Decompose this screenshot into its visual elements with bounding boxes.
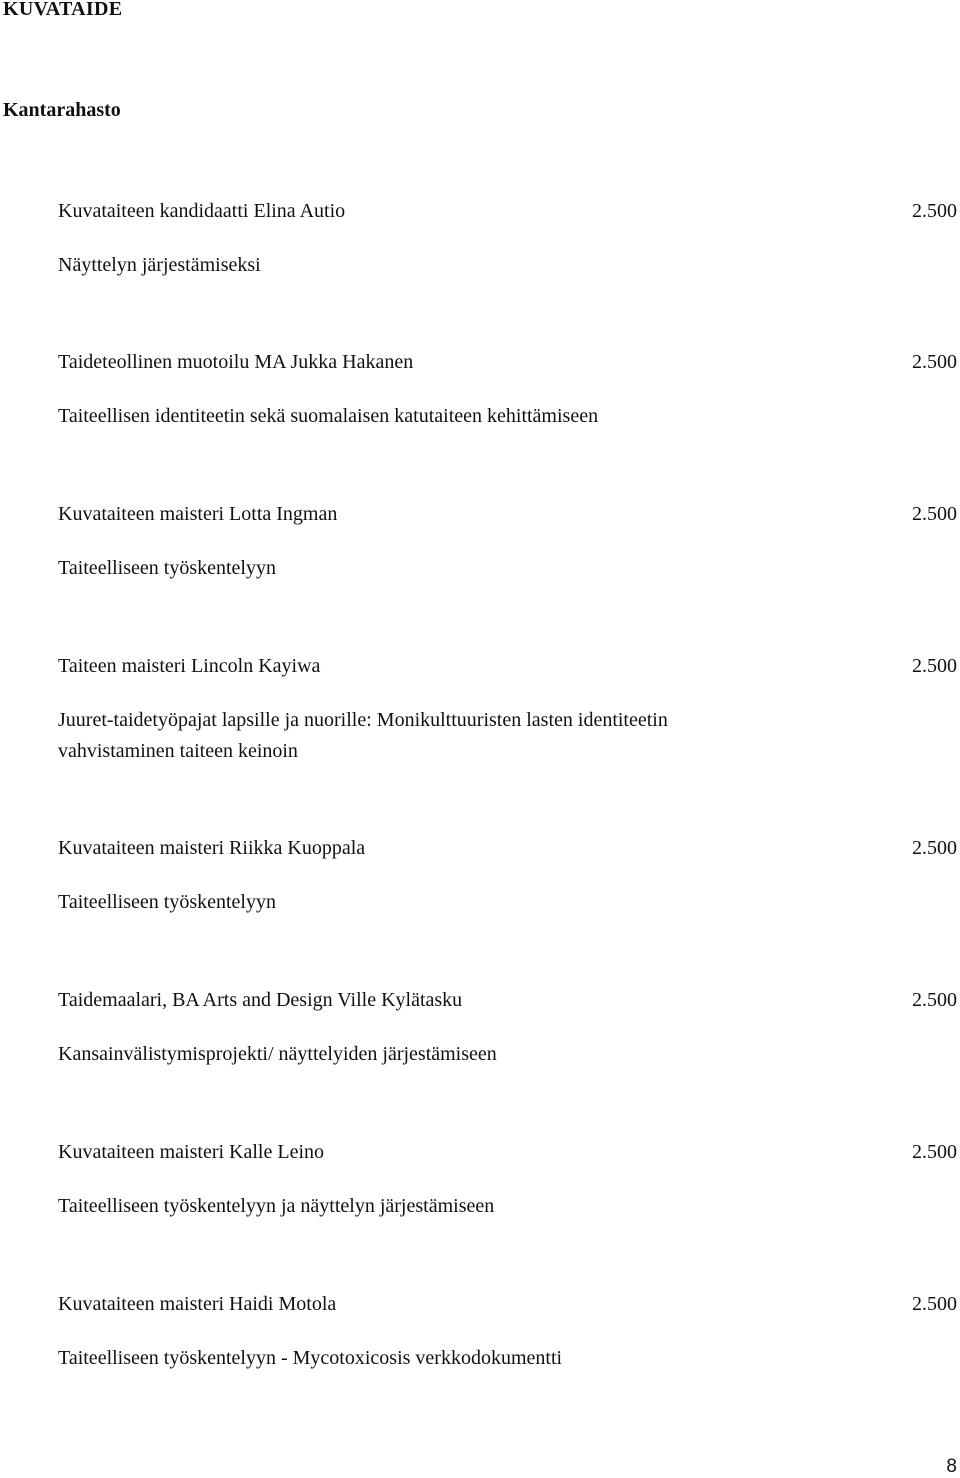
recipient-name: Kuvataiteen maisteri Riikka Kuoppala [58, 837, 366, 859]
grant-purpose [58, 887, 960, 918]
purpose-line: Näyttelyn järjestämiseksi [58, 254, 261, 276]
grant-entry [58, 199, 960, 281]
grant-purpose [58, 1191, 960, 1222]
purpose-line: vahvistaminen taiteen keinoin [58, 740, 298, 762]
recipient-name: Kuvataiteen maisteri Kalle Leino [58, 1141, 325, 1163]
grant-amount: 2.500 [912, 1141, 957, 1163]
grant-entry [58, 988, 960, 1070]
recipient-name: Taiteen maisteri Lincoln Kayiwa [58, 655, 321, 677]
grant-entry [58, 836, 960, 918]
grant-entry [58, 350, 960, 432]
grant-purpose [58, 1343, 960, 1374]
grant-amount: 2.500 [912, 655, 957, 677]
purpose-line: Taiteelliseen työskentelyyn ja näyttelyn järjestämiseen [58, 1195, 495, 1217]
subsection-title: Kantarahasto [3, 99, 121, 121]
grant-amount: 2.500 [912, 1293, 957, 1315]
purpose-line: Taiteelliseen työskentelyyn - Mycotoxicosis verkkodokumentti [58, 1347, 563, 1369]
grant-purpose [58, 401, 960, 432]
purpose-line: Taiteelliseen työskentelyyn [58, 891, 276, 913]
recipient-name: Kuvataiteen kandidaatti Elina Autio [58, 200, 346, 222]
grant-amount: 2.500 [912, 200, 957, 222]
recipient-name: Taideteollinen muotoilu MA Jukka Hakanen [58, 351, 414, 373]
grant-entry [58, 1140, 960, 1222]
purpose-line: Juuret-taidetyöpajat lapsille ja nuorille: Monikulttuuristen lasten identiteetin [58, 709, 668, 731]
grant-amount: 2.500 [912, 351, 957, 373]
page-number: 8 [946, 1456, 957, 1477]
grant-amount: 2.500 [912, 837, 957, 859]
purpose-line: Taiteelliseen työskentelyyn [58, 557, 276, 579]
grant-entry [58, 654, 960, 767]
grant-entry [58, 502, 960, 584]
recipient-name: Kuvataiteen maisteri Haidi Motola [58, 1293, 337, 1315]
grant-purpose [58, 250, 960, 281]
purpose-line: Kansainvälistymisprojekti/ näyttelyiden järjestämiseen [58, 1043, 497, 1065]
grant-purpose [58, 705, 960, 767]
recipient-name: Taidemaalari, BA Arts and Design Ville Kylätasku [58, 989, 463, 1011]
grant-purpose [58, 553, 960, 584]
grant-entry [58, 1292, 960, 1374]
grant-amount: 2.500 [912, 503, 957, 525]
grant-purpose [58, 1039, 960, 1070]
grant-amount: 2.500 [912, 989, 957, 1011]
recipient-name: Kuvataiteen maisteri Lotta Ingman [58, 503, 338, 525]
purpose-line: Taiteellisen identiteetin sekä suomalaisen katutaiteen kehittämiseen [58, 405, 599, 427]
section-title: KUVATAIDE [3, 0, 123, 20]
